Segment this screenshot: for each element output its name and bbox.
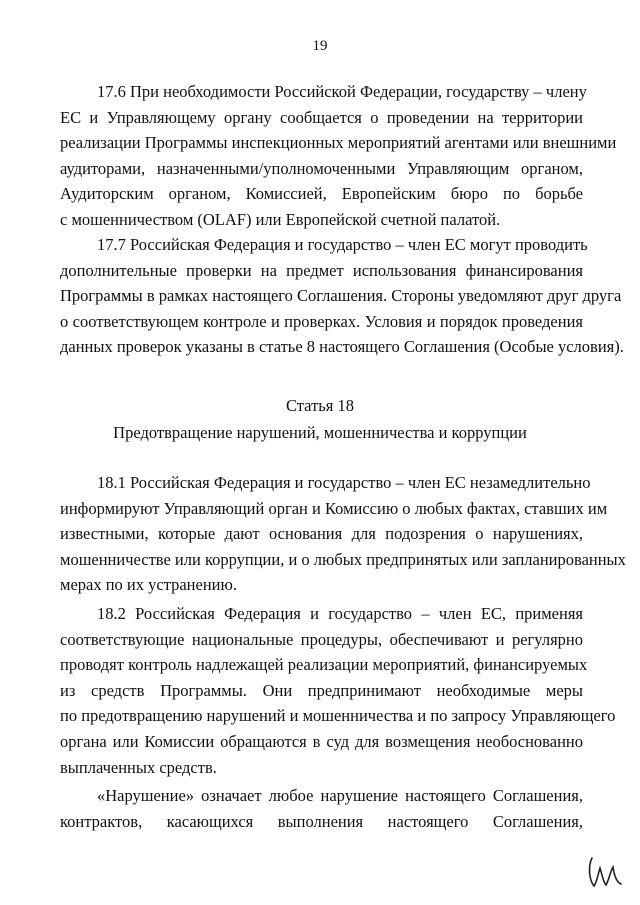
paragraph-line: Программы в рамках настоящего Соглашения. Стороны уведомляют друг друга bbox=[60, 286, 622, 306]
paragraph-line: проводят контроль надлежащей реализации мероприятий, финансируемых bbox=[60, 655, 588, 675]
paragraph-line: дополнительные проверки на предмет использования финансирования bbox=[60, 260, 583, 280]
paragraph-line: 17.7 Российская Федерация и государство – член ЕС могут проводить bbox=[97, 235, 588, 254]
paragraph-line: о соответствующем контроле и проверках. Условия и порядок проведения bbox=[60, 311, 583, 331]
paragraph-line: мерах по их устранению. bbox=[60, 575, 237, 595]
paragraph-line: Аудиторским органом, Комиссией, Европейским бюро по борьбе bbox=[60, 184, 583, 204]
paragraph-line: органа или Комиссии обращаются в суд для возмещения необоснованно bbox=[60, 731, 583, 751]
paragraph-line: контрактов, касающихся выполнения настоящего Соглашения, bbox=[60, 811, 583, 831]
paragraph-18-1 bbox=[60, 470, 626, 598]
paragraph-line: соответствующие национальные процедуры, обеспечивают и регулярно bbox=[60, 629, 583, 649]
paragraph-line: данных проверок указаны в статье 8 настоящего Соглашения (Особые условия). bbox=[60, 337, 624, 357]
paragraph-line: 18.2 Российская Федерация и государство – член ЕС, применяя bbox=[97, 604, 583, 623]
article-number: Статья 18 bbox=[285, 396, 355, 415]
handwritten-initials bbox=[586, 852, 626, 892]
paragraph-violation bbox=[60, 783, 583, 834]
paragraph-line: известными, которые дают основания для подозрения о нарушениях, bbox=[60, 524, 583, 544]
page-number: 19 bbox=[312, 38, 328, 54]
paragraph-line: выплаченных средств. bbox=[60, 757, 217, 777]
paragraph-line: 18.1 Российская Федерация и государство – член ЕС незамедлительно bbox=[97, 473, 591, 492]
paragraph-17-6 bbox=[60, 79, 617, 233]
paragraph-line: 17.6 При необходимости Российской Федерации, государству – члену bbox=[97, 82, 587, 101]
paragraph-line: «Нарушение» означает любое нарушение настоящего Соглашения, bbox=[97, 786, 583, 805]
article-title: Предотвращение нарушений, мошенничества и коррупции bbox=[113, 423, 527, 442]
paragraph-17-7 bbox=[60, 232, 624, 360]
paragraph-line: мошенничестве или коррупции, и о любых предпринятых или запланированных bbox=[60, 549, 626, 569]
paragraph-18-2 bbox=[60, 601, 616, 780]
paragraph-line: по предотвращению нарушений и мошенничества и по запросу Управляющего bbox=[60, 706, 616, 726]
paragraph-line: информируют Управляющий орган и Комиссию о любых фактах, ставших им bbox=[60, 498, 608, 518]
paragraph-line: с мошенничеством (OLAF) или Европейской счетной палатой. bbox=[60, 209, 501, 229]
paragraph-line: аудиторами, назначенными/уполномоченными Управляющим органом, bbox=[60, 158, 583, 178]
paragraph-line: ЕС и Управляющему органу сообщается о проведении на территории bbox=[60, 107, 583, 127]
paragraph-line: реализации Программы инспекционных мероприятий агентами или внешними bbox=[60, 133, 617, 153]
paragraph-line: из средств Программы. Они предпринимают необходимые меры bbox=[60, 680, 583, 700]
